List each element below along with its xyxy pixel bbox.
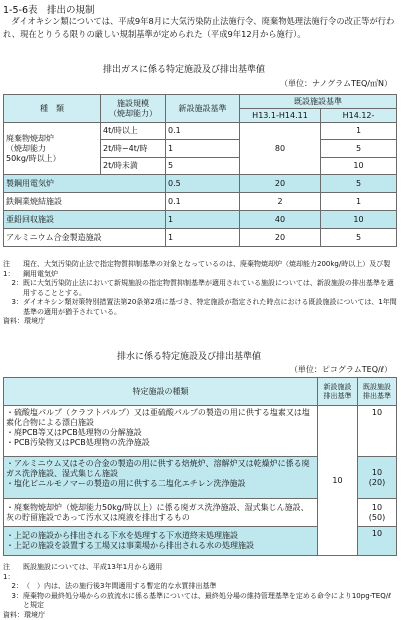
table-cell: 1 <box>166 211 240 229</box>
table1-title: 排出ガスに係る特定施設及び排出基準値 <box>103 62 265 75</box>
table2-notes <box>3 563 397 620</box>
table1-unit: （単位：ナノグラムTEQ/㎥N） <box>280 78 392 89</box>
source-note: 資料：環境庁 <box>3 611 397 620</box>
list-item: ・PCB汚染物又はPCB処理物の洗浄施設 <box>6 438 315 448</box>
table-row <box>4 406 397 457</box>
table-cell: 5 <box>321 229 397 247</box>
list-item: ・廃棄物焼却炉（焼却能力50kg/時以上）に係る廃ガス洗浄施設、湿式集じん施設、灰の貯留施設であって汚水又は廃液を排出するもの <box>6 503 315 523</box>
table-cell: 5 <box>166 158 240 175</box>
table-row <box>4 193 397 211</box>
facility-group <box>4 406 318 457</box>
section-title: 1-5-6表 排出の規制 <box>3 2 95 16</box>
existing-standard-value: 10 (50) <box>358 499 397 527</box>
list-item: ・上記の施設から排出される下水を処理する下水道終末処理施設 <box>6 531 315 541</box>
new-standard-value: 10 <box>318 406 358 556</box>
table-cell: 2t/時未満 <box>101 158 166 175</box>
note-text: ダイオキシン類対策特別措置法第20条第2項に基づき、特定施設が指定された時点における既設施設については、1年間基準の適用が猶予されている。 <box>23 298 397 317</box>
col-header-new: 新設施設基準 <box>166 95 240 123</box>
facility-group <box>4 457 318 499</box>
table-cell: 2t/時−4t/時 <box>101 140 166 158</box>
source-note: 資料：環境庁 <box>3 317 397 327</box>
col-header-period1: H13.1-H14.11 <box>240 109 321 123</box>
table-cell: 20 <box>240 175 321 193</box>
facility-group <box>4 499 318 527</box>
table-cell: 鉄鋼業焼結施設 <box>4 193 166 211</box>
list-item: ・アルミニウム又はその合金の製造の用に供する焙焼炉、溶解炉又は乾燥炉に係る廃ガス洗浄施設、湿式集じん施設 <box>6 459 315 479</box>
incinerator-label: 廃棄物焼却炉 （焼却能力 50kg/時以上） <box>4 123 101 175</box>
table-cell: 10 <box>321 158 397 175</box>
table-cell: 20 <box>240 229 321 247</box>
table-row <box>4 229 397 247</box>
note-label: 注 1： <box>3 563 23 582</box>
note-text: 廃棄物の最終処分場からの放流水に係る基準については、最終処分場の維持管理基準を定める命令により10pg-TEQ/ℓと規定 <box>23 592 397 611</box>
facility-group <box>4 527 318 556</box>
table2-title: 排水に係る特定施設及び排出基準値 <box>117 349 261 362</box>
col-header-existing-standard: 既設施設 排出基準 <box>358 378 397 406</box>
table-cell: 製鋼用電気炉 <box>4 175 166 193</box>
col-header-new-standard: 新設施設 排出基準 <box>318 378 358 406</box>
col-header-period2: H14.12- <box>321 109 397 123</box>
table-cell: 2 <box>240 193 321 211</box>
col-header-scale: 施設規模 （焼却能力） <box>101 95 166 123</box>
note-label: 注 1： <box>3 260 23 279</box>
table-cell: 亜鉛回収施設 <box>4 211 166 229</box>
table-cell: 1 <box>166 229 240 247</box>
note-label: 3： <box>3 298 23 317</box>
note-label: 2： <box>3 279 23 298</box>
note-label: 3： <box>3 592 23 611</box>
table-cell: 0.1 <box>166 123 240 140</box>
table-cell: 40 <box>240 211 321 229</box>
table-row <box>4 175 397 193</box>
note-text: 既設施設については、平成13年1月から適用 <box>23 563 397 582</box>
table-cell: 10 <box>321 211 397 229</box>
list-item: ・硫酸塩パルプ（クラフトパルプ）又は亜硫酸パルプの製造の用に供する塩素又は塩素化合物による漂白施設 <box>6 408 315 428</box>
intro-paragraph: ダイオキシン類については、平成9年8月に大気汚染防止法施行令、廃棄物処理法施行令の改正等が行われ、現在とりうる限りの厳しい規制基準が定められた（平成9年12月から施行）。 <box>3 15 395 40</box>
list-item: ・上記の施設を設置する工場又は事業場から排出される水の処理施設 <box>6 541 315 551</box>
list-item: ・廃PCB等又はPCB処理物の分解施設 <box>6 428 315 438</box>
emission-gas-table <box>3 94 397 247</box>
table-cell: 1 <box>321 193 397 211</box>
table1-notes <box>3 260 397 327</box>
table-cell: 0.1 <box>166 193 240 211</box>
table-row <box>4 211 397 229</box>
existing-standard-value: 10 <box>358 527 397 556</box>
wastewater-table <box>3 377 397 556</box>
col-header-existing: 既設施設基準 <box>240 95 397 109</box>
existing-standard-value: 10 (20) <box>358 457 397 499</box>
table-cell: 80 <box>240 123 321 175</box>
table-cell: 5 <box>321 175 397 193</box>
table-cell: 0.5 <box>166 175 240 193</box>
note-label: 2： <box>3 582 23 592</box>
table2-unit: （単位：ピコグラムTEQ/ℓ） <box>290 364 392 375</box>
col-header-type: 種 類 <box>4 95 101 123</box>
table-cell: 1 <box>166 140 240 158</box>
table-cell: 5 <box>321 140 397 158</box>
note-text: 現在、大気汚染防止法で指定物質抑制基準の対象となっているのは、廃棄物焼却炉（焼却能力200kg/時以上）及び製鋼用電気炉 <box>23 260 397 279</box>
list-item: ・塩化ビニルモノマーの製造の用に供する二塩化エチレン洗浄施設 <box>6 479 315 489</box>
note-text: （ ）内は、法の施行後3年間適用する暫定的な水質排出基準 <box>23 582 397 592</box>
note-text: 既に大気汚染防止法において新規施設の指定物質抑制基準が適用されている施設については、新設施設の排出基準を適用することとする。 <box>23 279 397 298</box>
table-cell: 4t/時以上 <box>101 123 166 140</box>
table-cell: アルミニウム合金製造施設 <box>4 229 166 247</box>
existing-standard-value: 10 <box>358 406 397 457</box>
col-header-facility-type: 特定施設の種類 <box>4 378 318 406</box>
table-cell: 1 <box>321 123 397 140</box>
